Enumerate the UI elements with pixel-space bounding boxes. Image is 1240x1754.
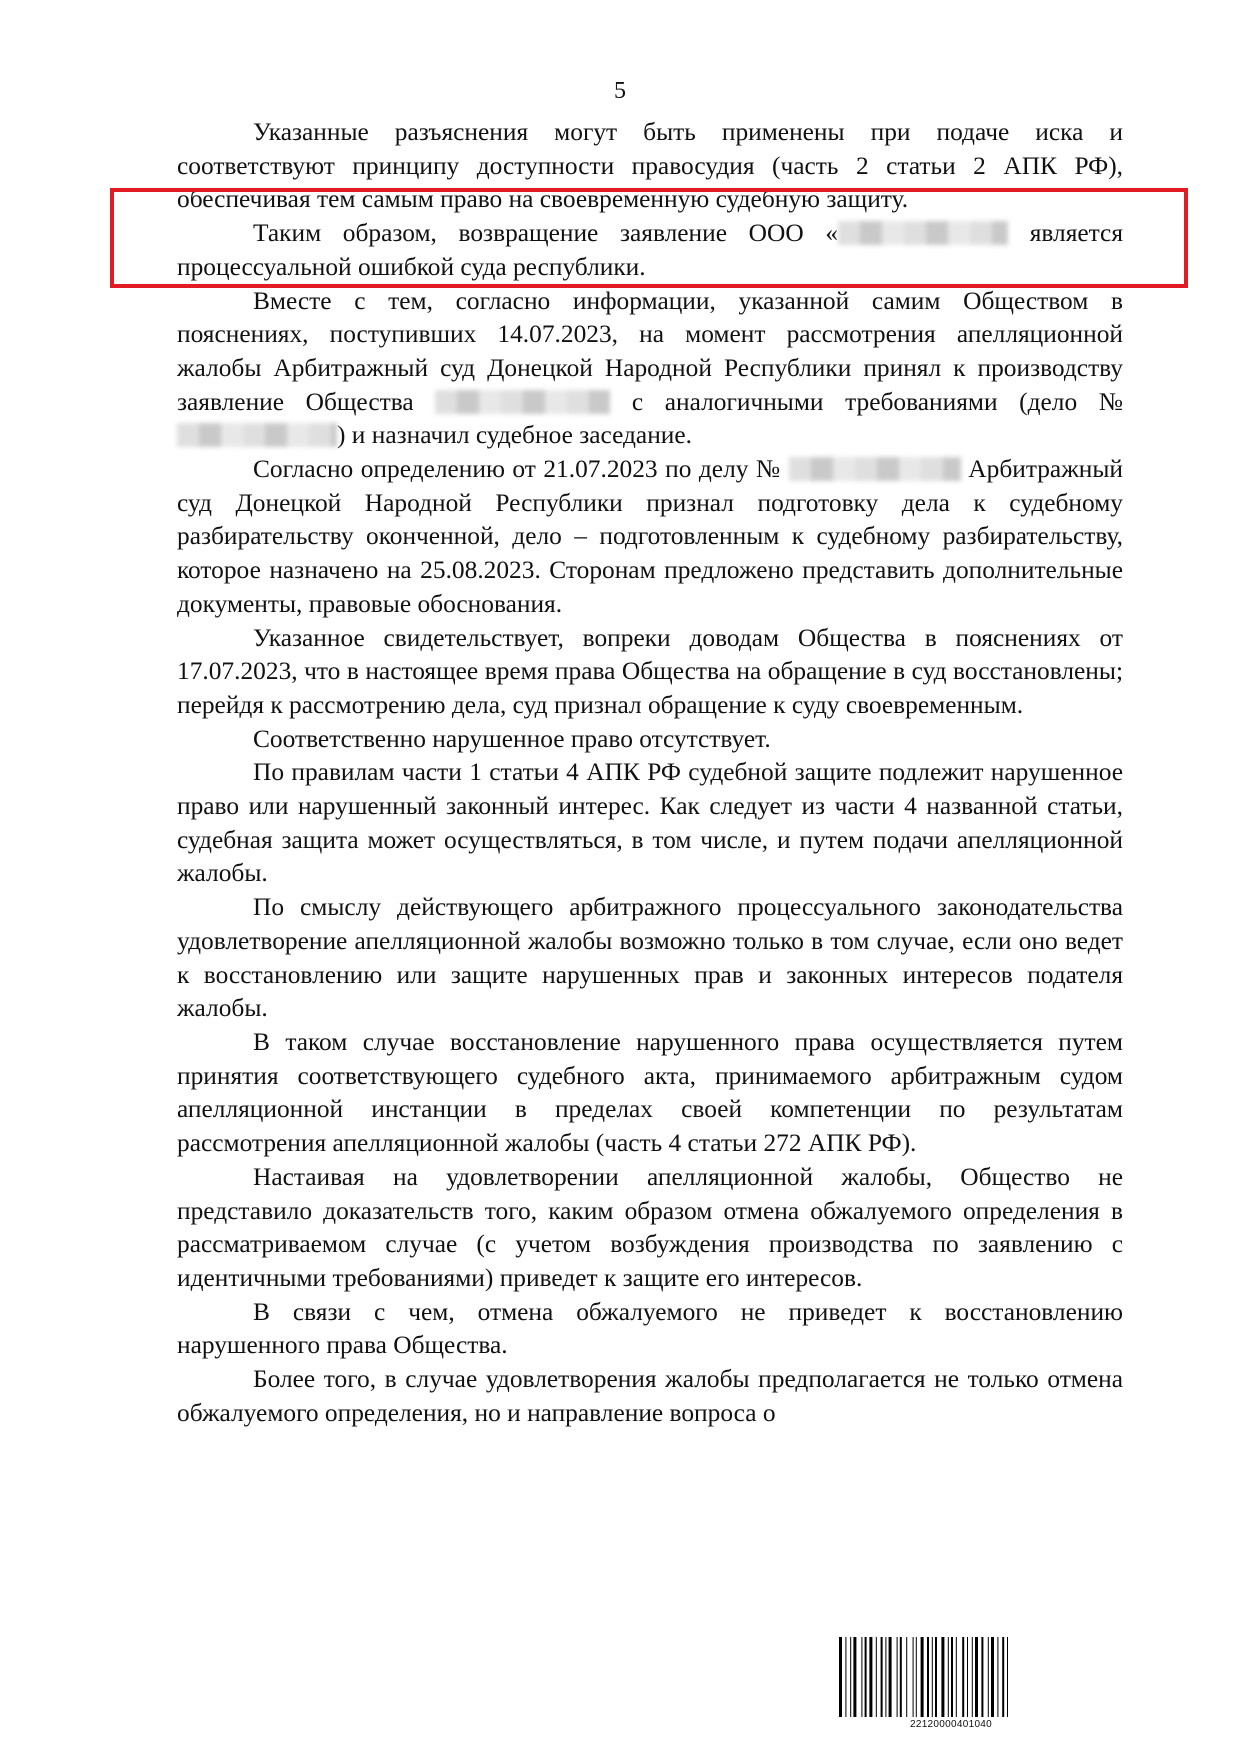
barcode-bar xyxy=(853,1637,856,1717)
paragraph: Настаивая на удовлетворении апелляционной жалобы, Общество не представило доказательств того, каким образом отмена обжалуемого определения в рассматриваемом случае (с учетом возбуждения производства по заявлению с идентичными требованиями) приведет к защите его интересов. xyxy=(177,1162,1123,1292)
barcode-bar xyxy=(997,1637,998,1717)
barcode-bar xyxy=(956,1637,957,1717)
paragraph: По смыслу действующего арбитражного процессуального законодательства удовлетворение апелляционной жалобы возможно только в том случае, если оно ведет к восстановлению или защите нарушенных прав и законных интересов подателя жалобы. xyxy=(177,893,1123,1023)
barcode-bar xyxy=(889,1637,892,1717)
barcode-bar xyxy=(921,1637,924,1717)
paragraph: Соответственно нарушенное право отсутствует. xyxy=(253,724,771,753)
paragraph xyxy=(177,453,1123,622)
barcode-bar xyxy=(1007,1637,1008,1717)
barcode-bar xyxy=(941,1637,944,1717)
paragraph: В связи с чем, отмена обжалуемого не приведет к восстановлению нарушенного права Общества. xyxy=(177,1297,1123,1360)
redacted-text xyxy=(789,457,961,481)
barcode-bar xyxy=(897,1637,898,1717)
barcode-bar xyxy=(988,1637,989,1717)
paragraph: Указанное свидетельствует, вопреки доводам Общества в пояснениях от 17.07.2023, что в настоящее время права Общества на обращение в суд восстановлены; перейдя к рассмотрению дела, суд признал обращение к суду своевременным. xyxy=(177,623,1123,719)
paragraph xyxy=(177,285,1123,454)
barcode-bar xyxy=(850,1637,851,1717)
paragraph-text: ) и назначил судебное заседание. xyxy=(337,421,692,450)
barcode-bar xyxy=(906,1637,907,1717)
barcode-bar xyxy=(869,1637,872,1717)
barcode-bar xyxy=(991,1637,994,1717)
redacted-text xyxy=(177,423,337,447)
barcode-icon xyxy=(838,1637,1064,1717)
barcode-bar xyxy=(972,1637,973,1717)
paragraph: Указанные разъяснения могут быть применены при подаче иска и соответствуют принципу доступности правосудия (часть 2 статьи 2 АПК РФ), обеспечивая тем самым право на своевременную судебную защиту. xyxy=(177,118,1123,214)
redacted-text xyxy=(435,390,610,414)
barcode-bar xyxy=(900,1637,902,1717)
barcode xyxy=(838,1637,1064,1730)
barcode-bar xyxy=(881,1637,883,1717)
barcode-bar xyxy=(885,1637,886,1717)
barcode-bar xyxy=(861,1637,862,1717)
barcode-bar xyxy=(951,1637,953,1717)
highlight-box xyxy=(110,188,1188,288)
barcode-bar xyxy=(913,1637,914,1717)
paragraph-text: является процессуальной ошибкой суда республики. xyxy=(177,219,1123,281)
barcode-bar xyxy=(1002,1637,1004,1717)
paragraph-text: Согласно определению от 21.07.2023 по делу № xyxy=(253,455,789,484)
barcode-bar xyxy=(967,1637,968,1717)
barcode-bar xyxy=(916,1637,917,1717)
paragraph: В таком случае восстановление нарушенного права осуществляется путем принятия соответствующего судебного акта, принимаемого арбитражным судом апелляционной инстанции в пределах своей компетенции по результатам рассмотрения апелляционной жалобы (часть 4 статьи 272 АПК РФ). xyxy=(177,1027,1123,1158)
barcode-bar xyxy=(975,1637,978,1717)
paragraph-text: с аналогичными требованиями (дело № xyxy=(610,387,1123,416)
paragraph: Более того, в случае удовлетворения жалобы предполагается не только отмена обжалуемого определения, но и направление вопроса о xyxy=(177,1365,1123,1427)
paragraph-text: Таким образом, возвращение заявление ООО « xyxy=(253,219,839,248)
barcode-bar xyxy=(932,1637,933,1717)
paragraph-text: Арбитражный суд Донецкой Народной Республики признал подготовку дела к судебному разбирательству оконченной, дело – подготовленным к судебному разбирательству, которое назначено на 25.08.2023. Сторонам предложено представить дополнительные документы, правовые обоснования. xyxy=(177,455,1123,618)
barcode-bar xyxy=(876,1637,877,1717)
barcode-bar xyxy=(839,1637,842,1717)
paragraph-text: Вместе с тем, согласно информации, указанной самим Обществом в пояснениях, поступивших 14.07.2023, на момент рассмотрения апелляционной жалобы Арбитражный суд Донецкой Народной Республики принял к производству заявление Общества xyxy=(177,286,1123,416)
barcode-bar xyxy=(935,1637,937,1717)
paragraph: По правилам части 1 статьи 4 АПК РФ судебной защите подлежит нарушенное право или нарушенный законный интерес. Как следует из части 4 названной статьи, судебная защита может осуществляться, в том числе, и путем подачи апелляционной жалобы. xyxy=(177,758,1123,888)
barcode-number: 22120000401040 xyxy=(909,1719,993,1730)
barcode-bar xyxy=(865,1637,867,1717)
barcode-bar xyxy=(845,1637,846,1717)
barcode-bar xyxy=(962,1637,964,1717)
page-number: 5 xyxy=(614,78,626,104)
document-body xyxy=(177,116,1123,1430)
barcode-bar xyxy=(948,1637,949,1717)
barcode-bar xyxy=(981,1637,983,1717)
barcode-bar xyxy=(927,1637,929,1717)
